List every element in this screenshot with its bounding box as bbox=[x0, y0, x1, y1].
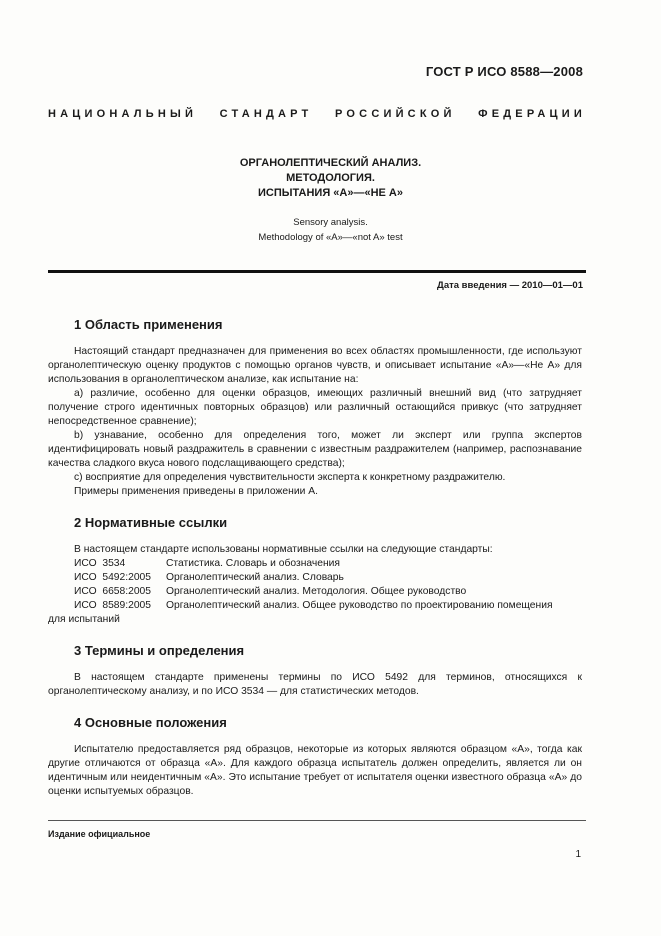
reference-code: ИСО 6658:2005 bbox=[74, 586, 152, 597]
page-number: 1 bbox=[575, 849, 581, 860]
document-body bbox=[48, 315, 582, 813]
english-title-line-2: Methodology of «A»—«not A» test bbox=[258, 232, 403, 243]
title-line-2: МЕТОДОЛОГИЯ. bbox=[286, 172, 375, 184]
reference-item bbox=[48, 571, 582, 585]
title-line-3: ИСПЫТАНИЯ «А»—«НЕ А» bbox=[257, 187, 403, 199]
paragraph: В настоящем стандарте использованы нормативные ссылки на следующие стандарты: bbox=[74, 544, 493, 555]
footer-divider bbox=[48, 820, 586, 821]
reference-item bbox=[48, 557, 582, 571]
paragraph: Примеры применения приведены в приложении А. bbox=[74, 486, 318, 497]
list-item: b) узнавание, особенно для определения того, может ли эксперт или группа экспертов идентифицировать новый раздражитель в сравнении с известным раздражителем (например, распознавание качества сладкого вкуса нового подслащивающего средства); bbox=[48, 430, 582, 469]
reference-code: ИСО 8589:2005 bbox=[74, 600, 152, 611]
english-title bbox=[0, 215, 661, 245]
document-title bbox=[0, 156, 661, 201]
section-heading: 1 Область применения bbox=[74, 317, 223, 332]
section-general bbox=[48, 713, 582, 799]
reference-code: ИСО 5492:2005 bbox=[74, 572, 152, 583]
section-terms bbox=[48, 641, 582, 699]
paragraph: В настоящем стандарте применены термины по ИСО 5492 для терминов, относящихся к органолептическому анализу, и по ИСО 3534 — для статистических методов. bbox=[48, 672, 582, 697]
section-heading: 4 Основные положения bbox=[74, 715, 227, 730]
paragraph: Испытателю предоставляется ряд образцов, некоторые из которых являются образцом «А», тогда как другие отличаются от образца «А». Для каждого образца испытатель должен определить, является ли он идентичным или неидентичным «А». Это испытание требует от испытателя оценки известного образца «А» до оценки испытуемых образцов. bbox=[48, 744, 582, 797]
section-normative-references bbox=[48, 513, 582, 627]
section-heading: 2 Нормативные ссылки bbox=[74, 515, 228, 530]
reference-item bbox=[48, 599, 582, 613]
reference-title: Статистика. Словарь и обозначения bbox=[166, 558, 340, 569]
reference-title: Органолептический анализ. Методология. Общее руководство bbox=[166, 586, 467, 597]
section-scope bbox=[48, 315, 582, 499]
section-heading: 3 Термины и определения bbox=[74, 643, 245, 658]
header-divider bbox=[48, 270, 586, 273]
list-item: c) восприятие для определения чувствительности эксперта к конкретному раздражителю. bbox=[74, 472, 506, 483]
list-item: a) различие, особенно для оценки образцов, имеющих различный внешний вид (что затрудняет получение строго идентичных повторных образцов) или различный остающийся привкус (что затрудняет непосредственное сравнение); bbox=[48, 388, 582, 427]
reference-continuation: для испытаний bbox=[48, 614, 120, 625]
edition-note: Издание официальное bbox=[48, 829, 151, 839]
introduction-date: Дата введения — 2010—01—01 bbox=[437, 280, 583, 291]
title-line-1: ОРГАНОЛЕПТИЧЕСКИЙ АНАЛИЗ. bbox=[239, 157, 422, 169]
standard-banner: НАЦИОНАЛЬНЫЙ СТАНДАРТ РОССИЙСКОЙ ФЕДЕРАЦИИ bbox=[48, 108, 586, 120]
english-title-line-1: Sensory analysis. bbox=[293, 217, 368, 228]
reference-title: Органолептический анализ. Общее руководство по проектированию помещения bbox=[166, 600, 553, 611]
reference-item bbox=[48, 585, 582, 599]
document-number: ГОСТ Р ИСО 8588—2008 bbox=[425, 64, 583, 79]
reference-title: Органолептический анализ. Словарь bbox=[166, 572, 344, 583]
paragraph: Настоящий стандарт предназначен для применения во всех областях промышленности, где используют органолептическую оценку продуктов с помощью органов чувств, и описывает испытание «А»—«Не А» для использования в органолептическом анализе, как испытание на: bbox=[48, 346, 582, 385]
reference-code: ИСО 3534 bbox=[74, 558, 126, 569]
